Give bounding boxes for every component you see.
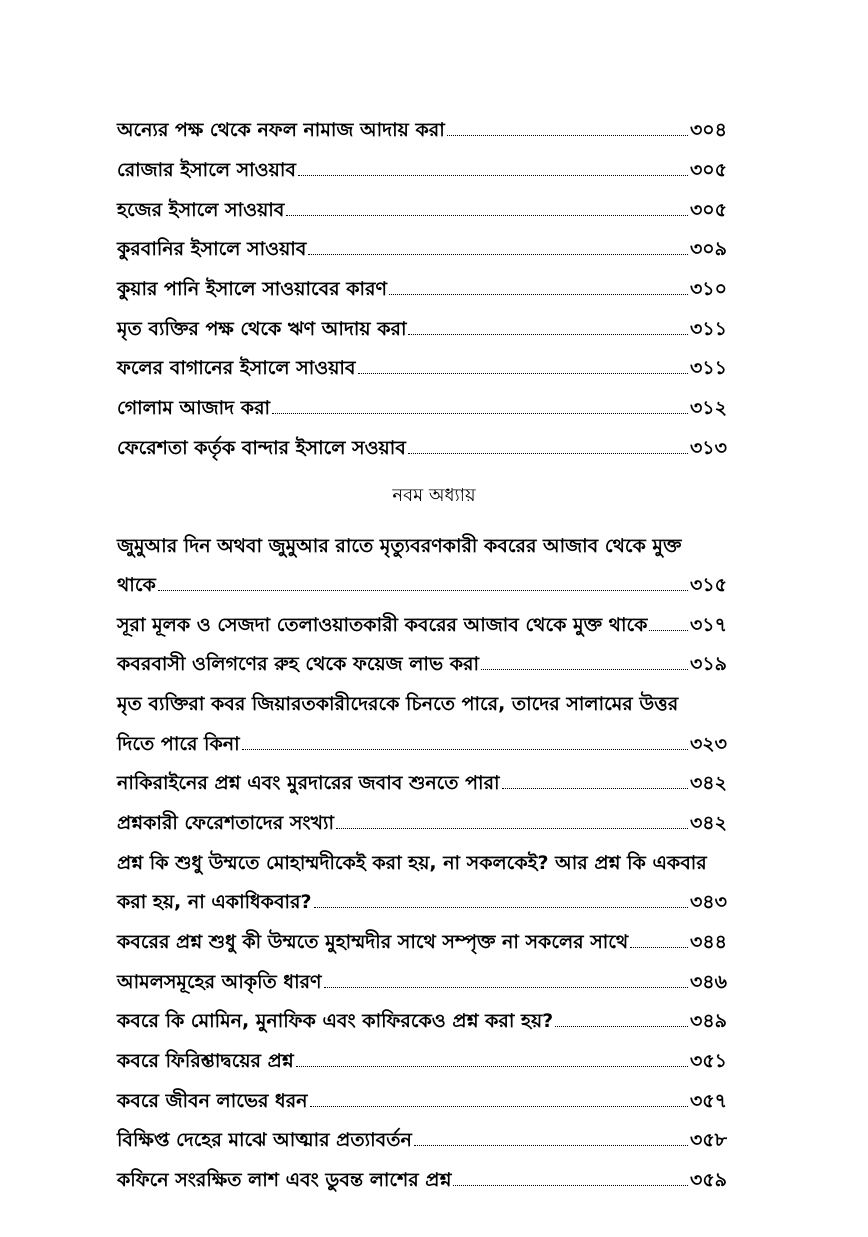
dot-leader — [649, 630, 688, 631]
toc-entry-title: দিতে পারে কিনা — [117, 733, 240, 755]
dot-leader — [414, 1145, 688, 1146]
toc-entry — [117, 435, 727, 461]
dot-leader — [324, 987, 688, 988]
toc-entry-page: ৩১৯ — [689, 653, 727, 675]
toc-entry — [117, 1088, 727, 1114]
toc-entry-title: কুয়ার পানি ইসালে সাওয়াবের কারণ — [117, 278, 387, 300]
toc-entry-page: ৩১৫ — [689, 574, 727, 596]
toc-entry-title: বিক্ষিপ্ত দেহের মাঝে আত্মার প্রত্যাবর্তন — [117, 1129, 412, 1151]
toc-entry-page: ৩৪৬ — [689, 971, 727, 993]
toc-entry-title: অন্যের পক্ষ থেকে নফল নামাজ আদায় করা — [117, 119, 445, 141]
toc-entry-page: ৩৪৩ — [689, 891, 727, 913]
toc-entry-page: ৩১৭ — [689, 614, 727, 636]
toc-entry — [117, 1127, 727, 1153]
dot-leader — [502, 788, 688, 789]
dot-leader — [310, 1106, 688, 1107]
toc-entry-page: ৩০৪ — [689, 119, 727, 141]
toc-entry-title: মৃত ব্যক্তির পক্ষ থেকে ঋণ আদায় করা — [117, 318, 407, 340]
toc-entry-title: করা হয়, না একাধিকবার? — [117, 891, 312, 913]
toc-entry-page: ৩০৫ — [689, 159, 727, 181]
dot-leader — [286, 215, 688, 216]
dot-leader — [242, 749, 688, 750]
toc-entry-title: থাকে — [117, 574, 156, 596]
toc-entry — [117, 316, 727, 342]
toc-entry-first-line: মৃত ব্যক্তিরা কবর জিয়ারতকারীদেরকে চিনতে পারে, তাদের সালামের উত্তর — [117, 693, 679, 715]
dot-leader — [298, 175, 688, 176]
toc-entry — [117, 1167, 727, 1193]
dot-leader — [358, 373, 688, 374]
toc-entry-title: ফলের বাগানের ইসালে সাওয়াব — [117, 357, 356, 379]
toc-entry — [117, 1048, 727, 1074]
chapter-heading: নবম অধ্যায় — [392, 485, 476, 506]
dot-leader — [296, 1066, 688, 1067]
toc-entry — [117, 355, 727, 381]
toc-entry — [117, 197, 727, 223]
toc-entry-title: গোলাম আজাদ করা — [117, 397, 271, 419]
dot-leader — [389, 294, 688, 295]
toc-entry-page: ৩৪২ — [689, 812, 727, 834]
toc-entry-title: কবরে জীবন লাভের ধরন — [117, 1090, 308, 1112]
dot-leader — [447, 135, 688, 136]
toc-entry — [117, 889, 727, 915]
toc-entry-title: হজের ইসালে সাওয়াব — [117, 199, 285, 221]
toc-entry-title: ফেরেশতা কর্তৃক বান্দার ইসালে সওয়াব — [117, 437, 406, 459]
toc-entry-page: ৩১২ — [689, 397, 727, 419]
toc-entry-page: ৩০৫ — [689, 199, 727, 221]
toc-entry — [117, 770, 727, 796]
toc-entry-title: কবরবাসী ওলিগণের রুহ থেকে ফয়েজ লাভ করা — [117, 653, 479, 675]
toc-entry — [117, 157, 727, 183]
dot-leader — [453, 1185, 688, 1186]
toc-entry — [117, 731, 727, 757]
dot-leader — [408, 453, 688, 454]
toc-entry — [117, 117, 727, 143]
toc-entry — [117, 969, 727, 995]
dot-leader — [314, 907, 688, 908]
toc-entry — [117, 651, 727, 677]
toc-entry-page: ৩৪৪ — [689, 931, 727, 953]
toc-entry-title: নাকিরাইনের প্রশ্ন এবং মুরদারের জবাব শুনতে পারা — [117, 772, 500, 794]
toc-entry — [117, 1008, 727, 1034]
toc-entry-title: প্রশ্নকারী ফেরেশতাদের সংখ্যা — [117, 812, 335, 834]
toc-entry-title: কফিনে সংরক্ষিত লাশ এবং ডুবন্ত লাশের প্রশ্ন — [117, 1169, 452, 1191]
toc-entry-first-line: প্রশ্ন কি শুধু উম্মতে মোহাম্মদীকেই করা হয়, না সকলকেই? আর প্রশ্ন কি একবার — [117, 852, 707, 874]
dot-leader — [272, 413, 688, 414]
toc-entry-title: কুরবানির ইসালে সাওয়াব — [117, 238, 307, 260]
dot-leader — [336, 828, 688, 829]
toc-entry-title: রোজার ইসালে সাওয়াব — [117, 159, 296, 181]
dot-leader — [630, 947, 688, 948]
toc-entry-page: ৩১০ — [689, 278, 727, 300]
dot-leader — [408, 334, 688, 335]
toc-entry-page: ৩৫৭ — [689, 1090, 727, 1112]
toc-entry-page: ৩১১ — [689, 318, 727, 340]
toc-entry-title: আমলসমূহের আকৃতি ধারণ — [117, 971, 322, 993]
toc-entry — [117, 572, 727, 598]
toc-entry-page: ৩০৯ — [689, 238, 727, 260]
toc-entry — [117, 236, 727, 262]
toc-entry-page: ৩১৩ — [689, 437, 727, 459]
dot-leader — [555, 1026, 688, 1027]
toc-entry-page: ৩৪৯ — [689, 1010, 727, 1032]
toc-entry — [117, 929, 727, 955]
toc-entry-page: ৩৫৮ — [689, 1129, 727, 1151]
toc-entry-title: কবরে কি মোমিন, মুনাফিক এবং কাফিরকেও প্রশ্ন করা হয়? — [117, 1010, 554, 1032]
toc-entry — [117, 276, 727, 302]
toc-entry — [117, 612, 727, 638]
toc-entry-page: ৩১১ — [689, 357, 727, 379]
toc-entry-title: সূরা মূলক ও সেজদা তেলাওয়াতকারী কবরের আজাব থেকে মুক্ত থাকে — [117, 614, 648, 636]
toc-entry-page: ৩৫৯ — [689, 1169, 727, 1191]
toc-entry-page: ৩২৩ — [689, 733, 727, 755]
toc-entry-first-line: জুমুআর দিন অথবা জুমুআর রাতে মৃত্যুবরণকারী কবরের আজাব থেকে মুক্ত — [117, 535, 682, 557]
dot-leader — [308, 254, 688, 255]
toc-entry-title: কবরের প্রশ্ন শুধু কী উম্মতে মুহাম্মদীর সাথে সম্পৃক্ত না সকলের সাথে — [117, 931, 629, 953]
toc-entry-title: কবরে ফিরিশ্তাদ্বয়ের প্রশ্ন — [117, 1050, 294, 1072]
toc-entry — [117, 395, 727, 421]
toc-entry-page: ৩৪২ — [689, 772, 727, 794]
dot-leader — [481, 669, 688, 670]
toc-entry — [117, 810, 727, 836]
toc-entry-page: ৩৫১ — [689, 1050, 727, 1072]
dot-leader — [158, 590, 688, 591]
